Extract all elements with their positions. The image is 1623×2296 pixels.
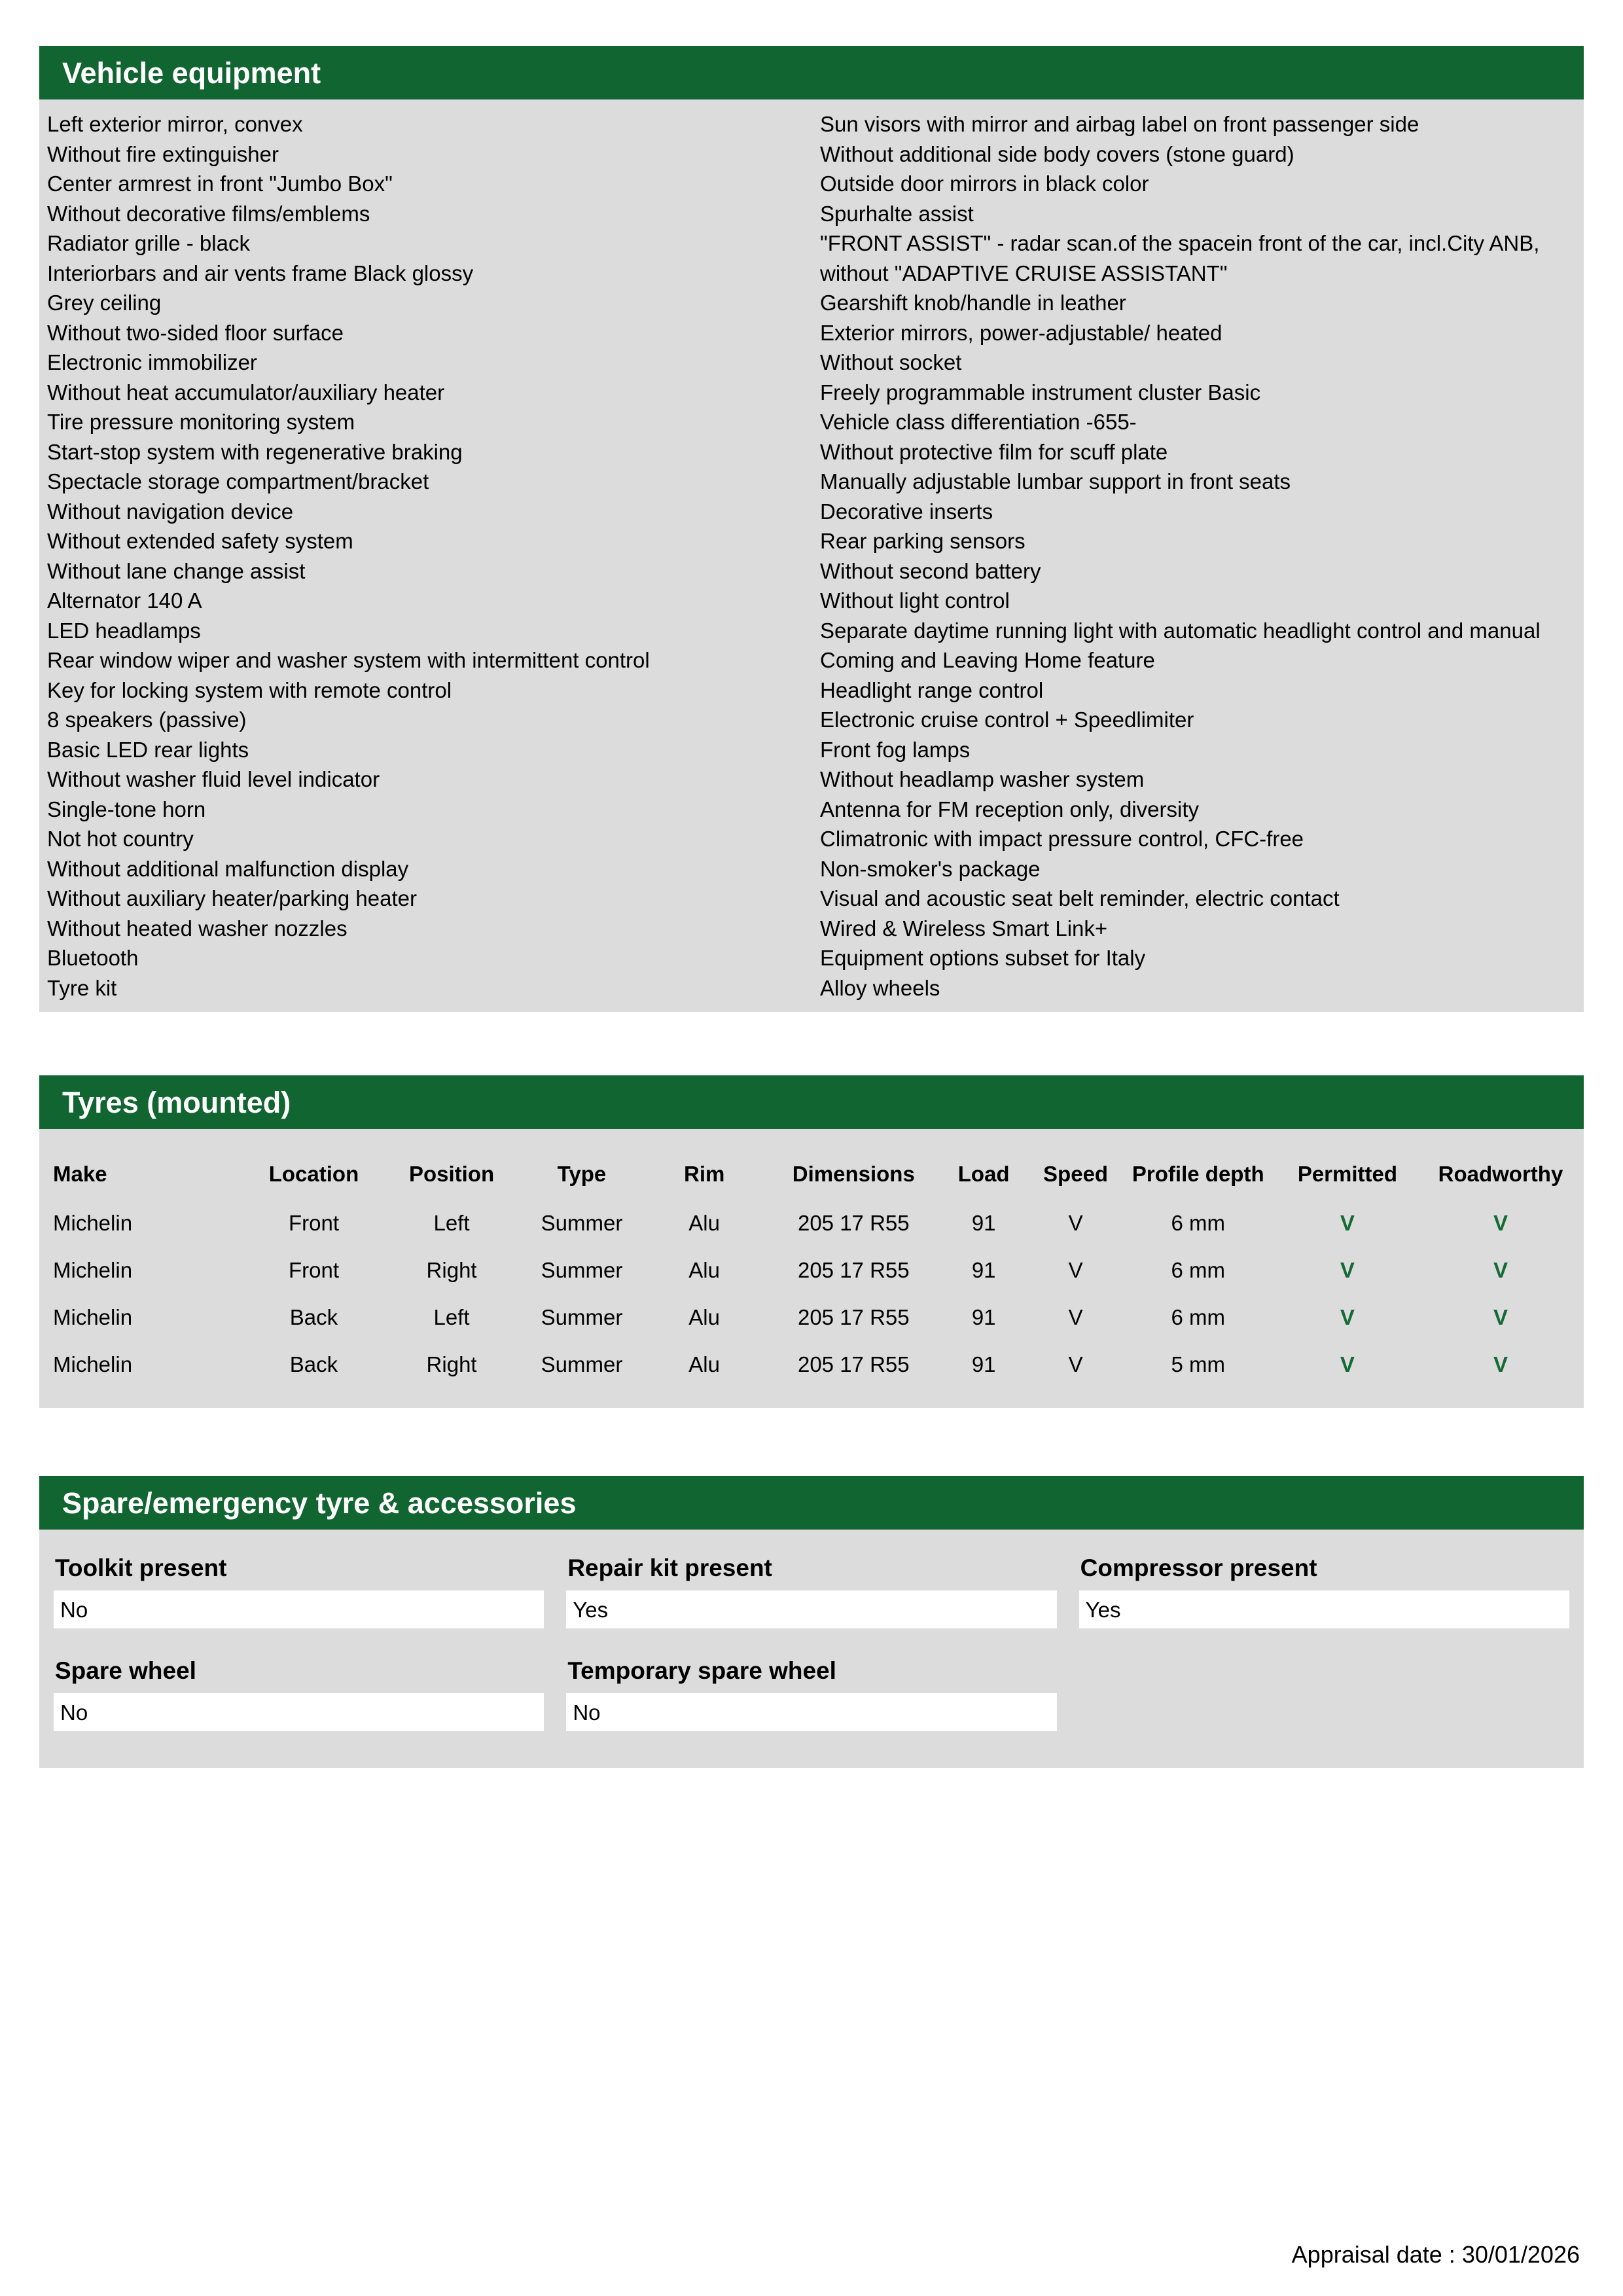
- equipment-item: Left exterior mirror, convex: [47, 112, 303, 136]
- equipment-item: Interiorbars and air vents frame Black glossy: [47, 260, 474, 285]
- cell-speed: V: [1068, 1352, 1083, 1376]
- cell-speed: V: [1068, 1305, 1083, 1329]
- cell-location: Back: [289, 1352, 338, 1376]
- equipment-item: 8 speakers (passive): [47, 708, 247, 732]
- cell-speed: V: [1068, 1258, 1083, 1282]
- equipment-item: Coming and Leaving Home feature: [820, 648, 1155, 672]
- equipment-item: Antenna for FM reception only, diversity: [820, 797, 1199, 821]
- cell-type: Summer: [541, 1211, 623, 1235]
- column-header-roadworthy: Roadworthy: [1438, 1162, 1563, 1186]
- equipment-item: Without navigation device: [47, 499, 294, 524]
- equipment-item: Without extended safety system: [47, 529, 353, 553]
- equipment-item: Start-stop system with regenerative braking: [47, 439, 463, 464]
- equipment-item: Grey ceiling: [47, 291, 162, 315]
- cell-roadworthy-check: V: [1493, 1258, 1508, 1282]
- equipment-item: Spurhalte assist: [820, 201, 974, 226]
- cell-make: Michelin: [53, 1211, 133, 1235]
- column-header-location: Location: [268, 1162, 359, 1186]
- spare-field: [566, 1657, 1056, 1731]
- column-header-speed: Speed: [1043, 1162, 1109, 1186]
- cell-load: 91: [971, 1211, 996, 1235]
- cell-permitted-check: V: [1340, 1258, 1355, 1282]
- tyres-table: [46, 1129, 1577, 1388]
- equipment-item: Wired & Wireless Smart Link+: [820, 916, 1108, 941]
- equipment-item: Spectacle storage compartment/bracket: [47, 469, 429, 493]
- equipment-item: Front fog lamps: [820, 737, 971, 762]
- equipment-item: Outside door mirrors in black color: [820, 171, 1149, 196]
- tyres-table-container: [39, 1129, 1584, 1408]
- equipment-item: Manually adjustable lumbar support in front seats: [820, 469, 1291, 493]
- equipment-item: Rear parking sensors: [820, 529, 1026, 553]
- section-tyres-mounted: [39, 1075, 1584, 1408]
- equipment-item: Alternator 140 A: [47, 588, 202, 613]
- column-header-type: Type: [557, 1162, 607, 1186]
- equipment-item: Without light control: [820, 588, 1010, 613]
- spare-field: [566, 1554, 1056, 1628]
- appraisal-date: Appraisal date : 30/01/2026: [1291, 2241, 1580, 2268]
- equipment-item: Key for locking system with remote control: [47, 677, 452, 702]
- cell-load: 91: [971, 1352, 996, 1376]
- spare-field: [54, 1554, 544, 1628]
- equipment-item: Climatronic with impact pressure control, CFC-free: [820, 827, 1304, 851]
- cell-make: Michelin: [53, 1352, 133, 1376]
- equipment-item: Freely programmable instrument cluster Basic: [820, 380, 1261, 404]
- cell-roadworthy-check: V: [1493, 1211, 1508, 1235]
- spare-field: [1079, 1554, 1569, 1628]
- spare-field-value-box: [566, 1590, 1056, 1628]
- equipment-item: Without heat accumulator/auxiliary heater: [47, 380, 445, 404]
- equipment-item: Decorative inserts: [820, 499, 993, 524]
- cell-dimensions: 205 17 R55: [797, 1352, 910, 1376]
- equipment-item: Non-smoker's package: [820, 856, 1041, 881]
- section-title: Vehicle equipment: [62, 56, 321, 90]
- spare-field-label: Compressor present: [1080, 1554, 1317, 1581]
- column-header-profile-depth: Profile depth: [1132, 1162, 1264, 1186]
- spare-fields-container: [39, 1530, 1584, 1768]
- equipment-item: Without auxiliary heater/parking heater: [47, 886, 417, 910]
- section-spare-emergency: [39, 1476, 1584, 1768]
- equipment-item: Without two-sided floor surface: [47, 320, 344, 345]
- cell-profile-depth: 6 mm: [1171, 1258, 1226, 1282]
- equipment-item: Without additional malfunction display: [47, 856, 409, 881]
- equipment-item: Without decorative films/emblems: [47, 201, 370, 226]
- cell-make: Michelin: [53, 1258, 133, 1282]
- cell-location: Front: [288, 1211, 339, 1235]
- cell-profile-depth: 6 mm: [1171, 1211, 1226, 1235]
- cell-position: Left: [433, 1305, 470, 1329]
- equipment-item: Sun visors with mirror and airbag label on front passenger side: [820, 112, 1419, 136]
- equipment-item: Bluetooth: [47, 946, 139, 970]
- section-title: Spare/emergency tyre & accessories: [62, 1486, 577, 1520]
- spare-field-value-box: [1079, 1590, 1569, 1628]
- equipment-column-left: [39, 109, 820, 1003]
- table-header-row: [46, 1129, 1577, 1200]
- equipment-item: Headlight range control: [820, 677, 1044, 702]
- spare-field-value-box: [54, 1590, 544, 1628]
- spare-field-label: Repair kit present: [567, 1554, 772, 1581]
- column-header-position: Position: [408, 1162, 495, 1186]
- equipment-item: Equipment options subset for Italy: [820, 946, 1146, 970]
- cell-load: 91: [971, 1258, 996, 1282]
- spare-field-value: No: [573, 1700, 601, 1725]
- equipment-item: Exterior mirrors, power-adjustable/ heated: [820, 320, 1222, 345]
- spare-field-value-box: [54, 1693, 544, 1731]
- tyre-row: [46, 1294, 1577, 1341]
- cell-rim: Alu: [688, 1305, 720, 1329]
- equipment-item: LED headlamps: [47, 618, 201, 643]
- cell-position: Left: [433, 1211, 470, 1235]
- cell-permitted-check: V: [1340, 1305, 1355, 1329]
- cell-position: Right: [426, 1258, 477, 1282]
- cell-rim: Alu: [688, 1258, 720, 1282]
- tyre-row: [46, 1247, 1577, 1294]
- cell-permitted-check: V: [1340, 1211, 1355, 1235]
- column-header-load: Load: [957, 1162, 1010, 1186]
- equipment-item: Separate daytime running light with automatic headlight control and manual: [820, 618, 1541, 643]
- equipment-item: Without second battery: [820, 558, 1041, 583]
- equipment-item: "FRONT ASSIST" - radar scan.of the spacein front of the car, incl.City ANB,: [820, 231, 1540, 255]
- cell-type: Summer: [541, 1352, 623, 1376]
- equipment-item: Rear window wiper and washer system with intermittent control: [47, 648, 650, 672]
- spare-field-value: No: [60, 1598, 88, 1622]
- equipment-item: Without lane change assist: [47, 558, 306, 583]
- cell-location: Back: [289, 1305, 338, 1329]
- tyre-row: [46, 1341, 1577, 1388]
- equipment-item: without "ADAPTIVE CRUISE ASSISTANT": [820, 260, 1228, 285]
- column-header-rim: Rim: [683, 1162, 725, 1186]
- equipment-item: Electronic immobilizer: [47, 350, 257, 374]
- spare-field-value: Yes: [573, 1598, 609, 1622]
- spare-field-label: Toolkit present: [55, 1554, 227, 1581]
- cell-location: Front: [288, 1258, 339, 1282]
- equipment-item: Single-tone horn: [47, 797, 206, 821]
- equipment-item: Visual and acoustic seat belt reminder, electric contact: [820, 886, 1340, 910]
- equipment-item: Electronic cruise control + Speedlimiter: [820, 708, 1194, 732]
- equipment-list: [39, 99, 1584, 1012]
- equipment-item: Without heated washer nozzles: [47, 916, 348, 941]
- section-header-vehicle-equipment: [39, 46, 1584, 99]
- equipment-item: Without fire extinguisher: [47, 141, 279, 166]
- section-header-spare: [39, 1476, 1584, 1530]
- section-header-tyres: [39, 1075, 1584, 1129]
- cell-permitted-check: V: [1340, 1352, 1355, 1376]
- cell-profile-depth: 5 mm: [1171, 1352, 1226, 1376]
- equipment-item: Center armrest in front "Jumbo Box": [47, 171, 393, 196]
- cell-type: Summer: [541, 1305, 623, 1329]
- spare-field-value: Yes: [1085, 1598, 1121, 1622]
- spare-field: [54, 1657, 544, 1731]
- cell-dimensions: 205 17 R55: [797, 1211, 910, 1235]
- cell-dimensions: 205 17 R55: [797, 1258, 910, 1282]
- cell-make: Michelin: [53, 1305, 133, 1329]
- equipment-item: Tire pressure monitoring system: [47, 410, 355, 434]
- equipment-item: Without additional side body covers (stone guard): [820, 141, 1294, 166]
- section-vehicle-equipment: [39, 46, 1584, 1012]
- cell-rim: Alu: [688, 1211, 720, 1235]
- cell-rim: Alu: [688, 1352, 720, 1376]
- section-title: Tyres (mounted): [62, 1086, 291, 1119]
- cell-type: Summer: [541, 1258, 623, 1282]
- equipment-item: Tyre kit: [47, 975, 117, 1000]
- spare-field-value: No: [60, 1700, 88, 1725]
- equipment-item: Without washer fluid level indicator: [47, 767, 380, 791]
- equipment-item: Radiator grille - black: [47, 231, 250, 255]
- column-header-dimensions: Dimensions: [792, 1162, 915, 1186]
- equipment-item: Without protective film for scuff plate: [820, 439, 1168, 464]
- column-header-permitted: Permitted: [1297, 1162, 1398, 1186]
- cell-dimensions: 205 17 R55: [797, 1305, 910, 1329]
- column-header-make: Make: [53, 1162, 107, 1186]
- cell-load: 91: [971, 1305, 996, 1329]
- cell-profile-depth: 6 mm: [1171, 1305, 1226, 1329]
- cell-roadworthy-check: V: [1493, 1305, 1508, 1329]
- cell-position: Right: [426, 1352, 477, 1376]
- equipment-item: Alloy wheels: [820, 975, 940, 1000]
- tyre-row: [46, 1200, 1577, 1247]
- equipment-item: Vehicle class differentiation -655-: [820, 410, 1137, 434]
- equipment-item: Basic LED rear lights: [47, 737, 249, 762]
- equipment-item: Gearshift knob/handle in leather: [820, 291, 1126, 315]
- spare-field-label: Temporary spare wheel: [567, 1657, 836, 1684]
- equipment-column-right: [820, 109, 1584, 1003]
- spare-field-label: Spare wheel: [55, 1657, 196, 1684]
- spare-field-value-box: [566, 1693, 1056, 1731]
- cell-speed: V: [1068, 1211, 1083, 1235]
- equipment-item: Without headlamp washer system: [820, 767, 1145, 791]
- cell-roadworthy-check: V: [1493, 1352, 1508, 1376]
- equipment-item: Without socket: [820, 350, 962, 374]
- equipment-item: Not hot country: [47, 827, 194, 851]
